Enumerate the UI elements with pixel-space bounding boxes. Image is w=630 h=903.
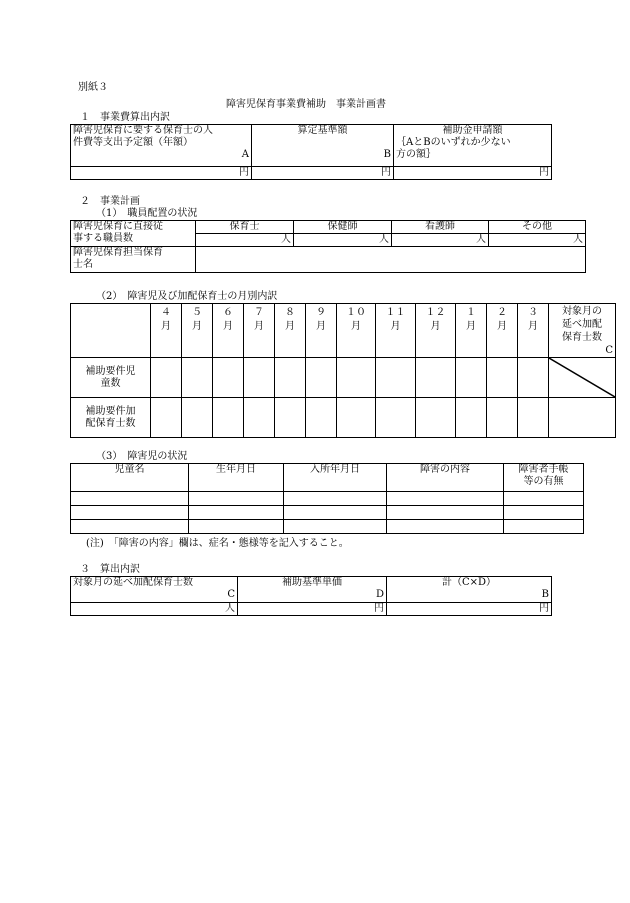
input-month-cell[interactable]	[213, 358, 244, 398]
staff-nurse: 看護師	[392, 221, 489, 234]
cell-total-cxd: 計（C×D） B	[387, 577, 552, 603]
input-month-cell[interactable]	[456, 358, 487, 398]
month-header: ９ 月	[306, 304, 337, 358]
month-header: １２ 月	[416, 304, 456, 358]
month-header: １０ 月	[337, 304, 376, 358]
input-month-cell[interactable]	[244, 358, 275, 398]
cell-total-teachers: 対象月の延べ加配保育士数 C	[71, 577, 238, 603]
section3-heading: ３ 算出内訳	[80, 564, 140, 575]
month-header: ７ 月	[244, 304, 275, 358]
input-month-cell[interactable]	[416, 358, 456, 398]
col-admission-date: 入所年月日	[284, 464, 387, 492]
section2-sub2: （2） 障害児及び加配保育士の月別内訳	[96, 291, 278, 302]
assigned-teacher-label: 障害児保育担当保育 士名	[71, 247, 196, 273]
input-child-cell[interactable]	[387, 506, 504, 520]
input-total-teachers-count[interactable]: 人	[71, 603, 238, 616]
input-child-cell[interactable]	[504, 506, 584, 520]
section2-sub1: （1） 職員配置の状況	[96, 208, 198, 219]
input-month-cell[interactable]	[306, 358, 337, 398]
monthly-table	[70, 303, 616, 438]
diagonal-blank-cell	[549, 358, 616, 398]
row-label-children: 補助要件児 童数	[71, 358, 151, 398]
input-month-cell[interactable]	[376, 398, 416, 438]
attachment-label: 別紙３	[78, 82, 108, 93]
input-month-cell[interactable]	[337, 358, 376, 398]
month-header: ２ 月	[487, 304, 518, 358]
section1-table	[70, 124, 552, 180]
input-base-yen[interactable]: 円	[252, 167, 394, 180]
input-child-cell[interactable]	[504, 492, 584, 506]
col-child-name: 児童名	[71, 464, 189, 492]
input-total-yen[interactable]: 円	[387, 603, 552, 616]
document-title: 障害児保育事業費補助 事業計画書	[226, 99, 386, 110]
input-child-cell[interactable]	[387, 520, 504, 534]
input-month-cell[interactable]	[244, 398, 275, 438]
staff-public-health-nurse: 保健師	[294, 221, 392, 234]
input-month-cell[interactable]	[487, 398, 518, 438]
input-child-cell[interactable]	[189, 520, 284, 534]
month-header: ５ 月	[182, 304, 213, 358]
children-table	[70, 463, 584, 534]
note-text: (注) 「障害の内容」欄は、症名・態様等を記入すること。	[86, 538, 349, 549]
input-other-count[interactable]: 人	[489, 234, 586, 247]
cell-base-amount: 算定基準額 B	[252, 125, 394, 167]
row-label-teachers: 補助要件加 配保育士数	[71, 398, 151, 438]
input-month-cell[interactable]	[275, 358, 306, 398]
col-disability-certificate: 障害者手帳 等の有無	[504, 464, 584, 492]
input-month-cell[interactable]	[376, 358, 416, 398]
cell-subsidy-request: 補助金申請額 ｛AとBのいずれか少ない 方の額｝	[394, 125, 552, 167]
staff-count-label: 障害児保育に直接従 事する職員数	[71, 221, 196, 247]
input-month-cell[interactable]	[518, 398, 549, 438]
col-birth-date: 生年月日	[189, 464, 284, 492]
total-teacher-header: 対象月の 延べ加配 保育士数 C	[549, 304, 616, 358]
month-header: ６ 月	[213, 304, 244, 358]
input-subsidy-yen[interactable]: 円	[394, 167, 552, 180]
input-child-cell[interactable]	[189, 506, 284, 520]
staff-nursery-teacher: 保育士	[196, 221, 294, 234]
input-child-cell[interactable]	[71, 506, 189, 520]
input-month-cell[interactable]	[151, 358, 182, 398]
cell-base-unit-price: 補助基準単価 D	[238, 577, 387, 603]
input-month-cell[interactable]	[306, 398, 337, 438]
input-month-cell[interactable]	[456, 398, 487, 438]
input-health-nurse-count[interactable]: 人	[294, 234, 392, 247]
cell-expense-planned: 障害児保育に要する保育士の人 件費等支出予定額（年額） A	[71, 125, 252, 167]
staff-table	[70, 220, 586, 273]
input-child-cell[interactable]	[189, 492, 284, 506]
section2-sub3: （3） 障害児の状況	[96, 451, 188, 462]
month-header: ８ 月	[275, 304, 306, 358]
input-assigned-teacher-names[interactable]	[196, 247, 586, 273]
input-month-cell[interactable]	[337, 398, 376, 438]
input-child-cell[interactable]	[284, 492, 387, 506]
input-month-cell[interactable]	[487, 358, 518, 398]
diagonal-line	[549, 358, 615, 397]
input-child-cell[interactable]	[71, 520, 189, 534]
month-header: ４ 月	[151, 304, 182, 358]
month-header: １ 月	[456, 304, 487, 358]
input-month-cell[interactable]	[151, 398, 182, 438]
staff-other: その他	[489, 221, 586, 234]
input-nursery-teacher-count[interactable]: 人	[196, 234, 294, 247]
input-child-cell[interactable]	[504, 520, 584, 534]
calculation-table	[70, 576, 552, 616]
input-month-cell[interactable]	[213, 398, 244, 438]
input-month-cell[interactable]	[182, 398, 213, 438]
input-child-cell[interactable]	[387, 492, 504, 506]
input-child-cell[interactable]	[284, 506, 387, 520]
input-child-cell[interactable]	[284, 520, 387, 534]
input-child-cell[interactable]	[71, 492, 189, 506]
input-month-cell[interactable]	[182, 358, 213, 398]
input-unit-price-yen[interactable]: 円	[238, 603, 387, 616]
input-month-cell[interactable]	[518, 358, 549, 398]
input-expense-yen[interactable]: 円	[71, 167, 252, 180]
month-header: １１ 月	[376, 304, 416, 358]
section2-heading: ２ 事業計画	[80, 196, 140, 207]
section1-heading: １ 事業費算出内訳	[80, 112, 170, 123]
input-month-cell[interactable]	[275, 398, 306, 438]
monthly-corner-cell	[71, 304, 151, 358]
input-month-cell[interactable]	[416, 398, 456, 438]
input-nurse-count[interactable]: 人	[392, 234, 489, 247]
col-disability-content: 障害の内容	[387, 464, 504, 492]
input-total-teachers[interactable]	[549, 398, 616, 438]
month-header: ３ 月	[518, 304, 549, 358]
